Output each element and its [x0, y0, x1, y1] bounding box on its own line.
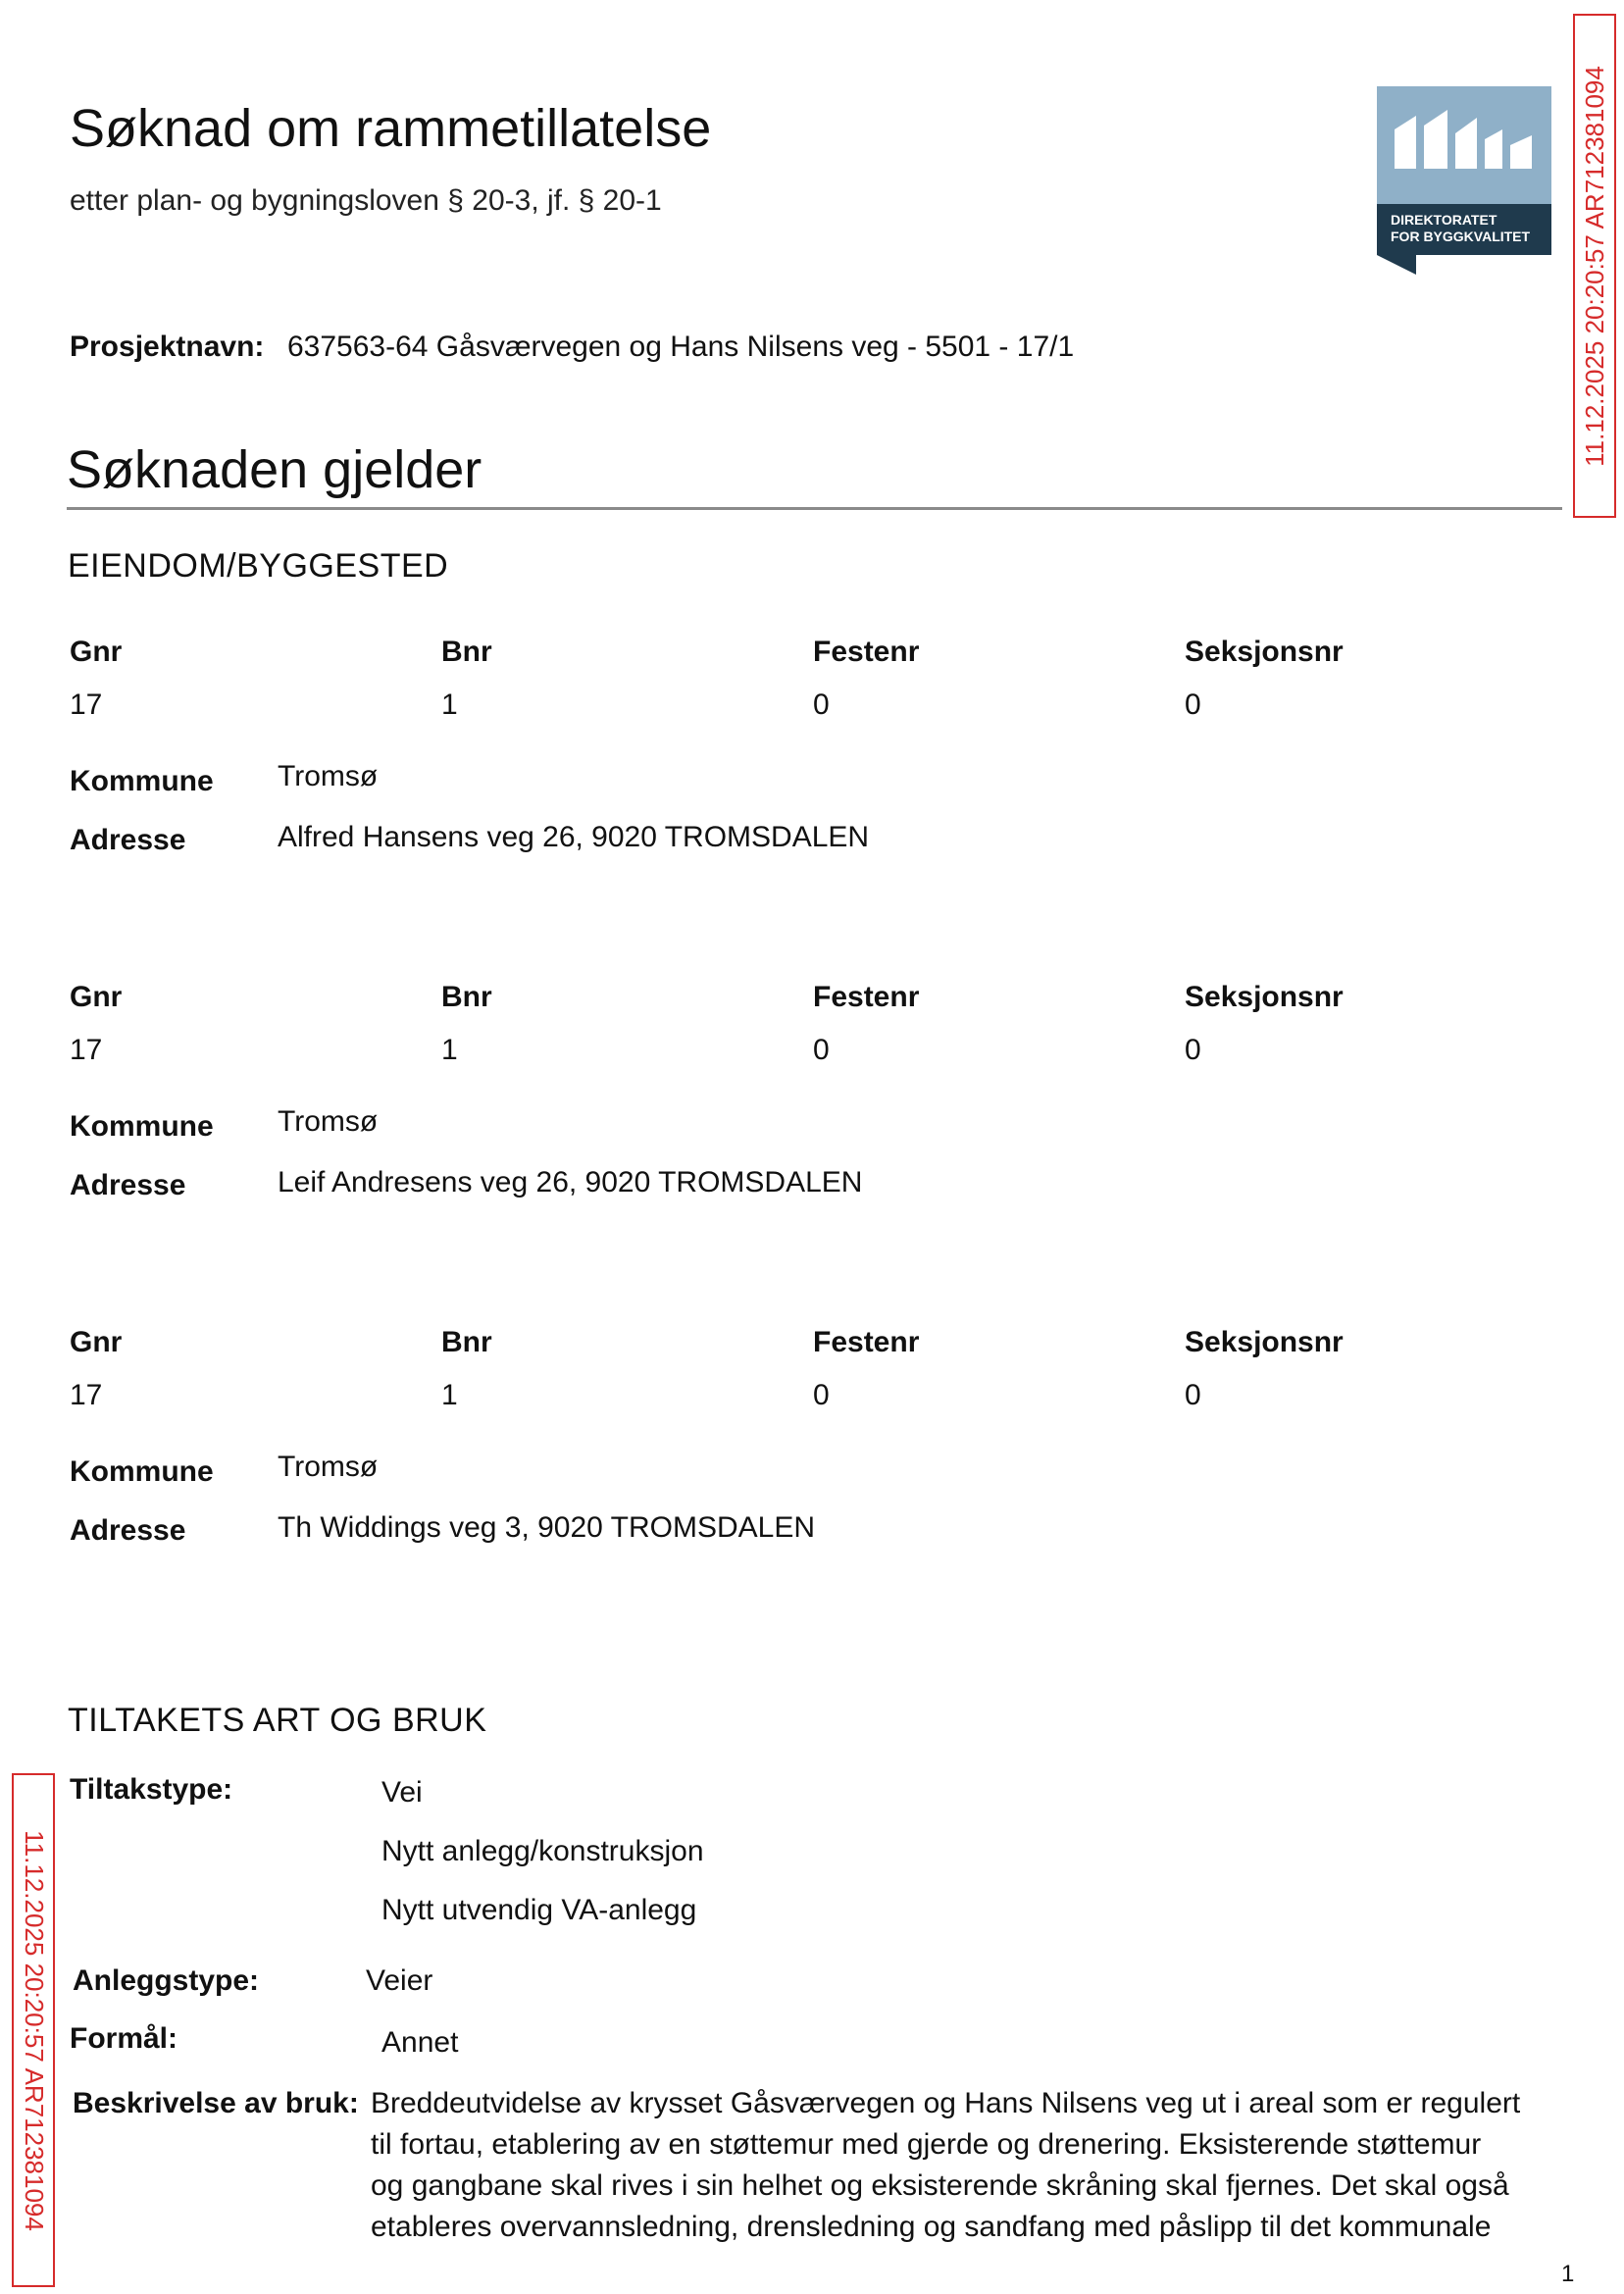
formal-label: Formål:	[70, 2022, 178, 2055]
stamp-text: 11.12.2025 20:20:57 AR712381094	[1579, 65, 1609, 467]
gnr-label: Gnr	[70, 636, 123, 668]
festenr-value: 0	[813, 1034, 830, 1066]
document-title: Søknad om rammetillatelse	[70, 99, 712, 158]
kommune-value: Tromsø	[278, 1451, 379, 1483]
logo-line-2: FOR BYGGKVALITET	[1391, 229, 1531, 244]
dibk-logo	[1377, 86, 1551, 275]
festenr-value: 0	[813, 1379, 830, 1411]
beskrivelse-line: Breddeutvidelse av krysset Gåsværvegen og Hans Nilsens veg ut i areal som er regulert	[371, 2087, 1521, 2119]
document-stamp-left	[12, 1773, 55, 2287]
anleggstype-label: Anleggstype:	[73, 1964, 260, 1997]
tiltakstype-value: Vei	[381, 1776, 423, 1809]
property-heading: EIENDOM/BYGGESTED	[68, 547, 449, 585]
adresse-value: Leif Andresens veg 26, 9020 TROMSDALEN	[278, 1166, 863, 1198]
seksjonsnr-label: Seksjonsnr	[1185, 1326, 1344, 1358]
project-name-value: 637563-64 Gåsværvegen og Hans Nilsens veg - 5501 - 17/1	[287, 331, 1075, 363]
section-divider	[67, 507, 1562, 510]
page-number: 1	[1561, 2261, 1575, 2287]
kommune-label: Kommune	[70, 1455, 214, 1488]
beskrivelse-text	[371, 2083, 1528, 2248]
tiltak-heading: TILTAKETS ART OG BRUK	[68, 1702, 487, 1739]
seksjonsnr-label: Seksjonsnr	[1185, 636, 1344, 668]
tiltakstype-label: Tiltakstype:	[70, 1773, 233, 1806]
formal-value: Annet	[381, 2026, 459, 2059]
adresse-value: Alfred Hansens veg 26, 9020 TROMSDALEN	[278, 821, 870, 853]
gnr-label: Gnr	[70, 981, 123, 1013]
gnr-value: 17	[70, 1034, 103, 1066]
gnr-value: 17	[70, 688, 103, 721]
bnr-value: 1	[441, 1379, 458, 1411]
bnr-value: 1	[441, 1034, 458, 1066]
tiltakstype-value: Nytt utvendig VA-anlegg	[381, 1894, 697, 1926]
adresse-label: Adresse	[70, 1514, 186, 1547]
kommune-value: Tromsø	[278, 760, 379, 792]
kommune-value: Tromsø	[278, 1105, 379, 1138]
adresse-value: Th Widdings veg 3, 9020 TROMSDALEN	[278, 1511, 816, 1544]
gnr-value: 17	[70, 1379, 103, 1411]
project-name-label: Prosjektnavn:	[70, 331, 265, 363]
bnr-value: 1	[441, 688, 458, 721]
adresse-label: Adresse	[70, 1169, 186, 1201]
festenr-label: Festenr	[813, 1326, 920, 1358]
festenr-label: Festenr	[813, 981, 920, 1013]
seksjonsnr-value: 0	[1185, 688, 1201, 721]
section-title: Søknaden gjelder	[67, 440, 482, 499]
festenr-value: 0	[813, 688, 830, 721]
document-subtitle: etter plan- og bygningsloven § 20-3, jf. § 20-1	[70, 184, 662, 217]
stamp-text: 11.12.2025 20:20:57 AR712381094	[19, 1829, 49, 2231]
kommune-label: Kommune	[70, 1110, 214, 1143]
bnr-label: Bnr	[441, 636, 492, 668]
beskrivelse-line: etableres overvannsledning, drensledning og sandfang med påslipp til det kommunale	[371, 2211, 1492, 2243]
bnr-label: Bnr	[441, 1326, 492, 1358]
bnr-label: Bnr	[441, 981, 492, 1013]
seksjonsnr-label: Seksjonsnr	[1185, 981, 1344, 1013]
anleggstype-value: Veier	[366, 1964, 433, 1997]
logo-line-1: DIREKTORATET	[1391, 212, 1497, 228]
kommune-label: Kommune	[70, 765, 214, 797]
beskrivelse-line: til fortau, etablering av en støttemur med gjerde og drenering. Eksisterende støttemur	[371, 2128, 1482, 2161]
adresse-label: Adresse	[70, 824, 186, 856]
festenr-label: Festenr	[813, 636, 920, 668]
seksjonsnr-value: 0	[1185, 1034, 1201, 1066]
seksjonsnr-value: 0	[1185, 1379, 1201, 1411]
document-stamp-top	[1573, 14, 1616, 518]
tiltakstype-value: Nytt anlegg/konstruksjon	[381, 1835, 704, 1867]
beskrivelse-line: og gangbane skal rives i sin helhet og eksisterende skråning skal fjernes. Det skal også	[371, 2169, 1509, 2202]
beskrivelse-label: Beskrivelse av bruk:	[73, 2087, 359, 2119]
gnr-label: Gnr	[70, 1326, 123, 1358]
